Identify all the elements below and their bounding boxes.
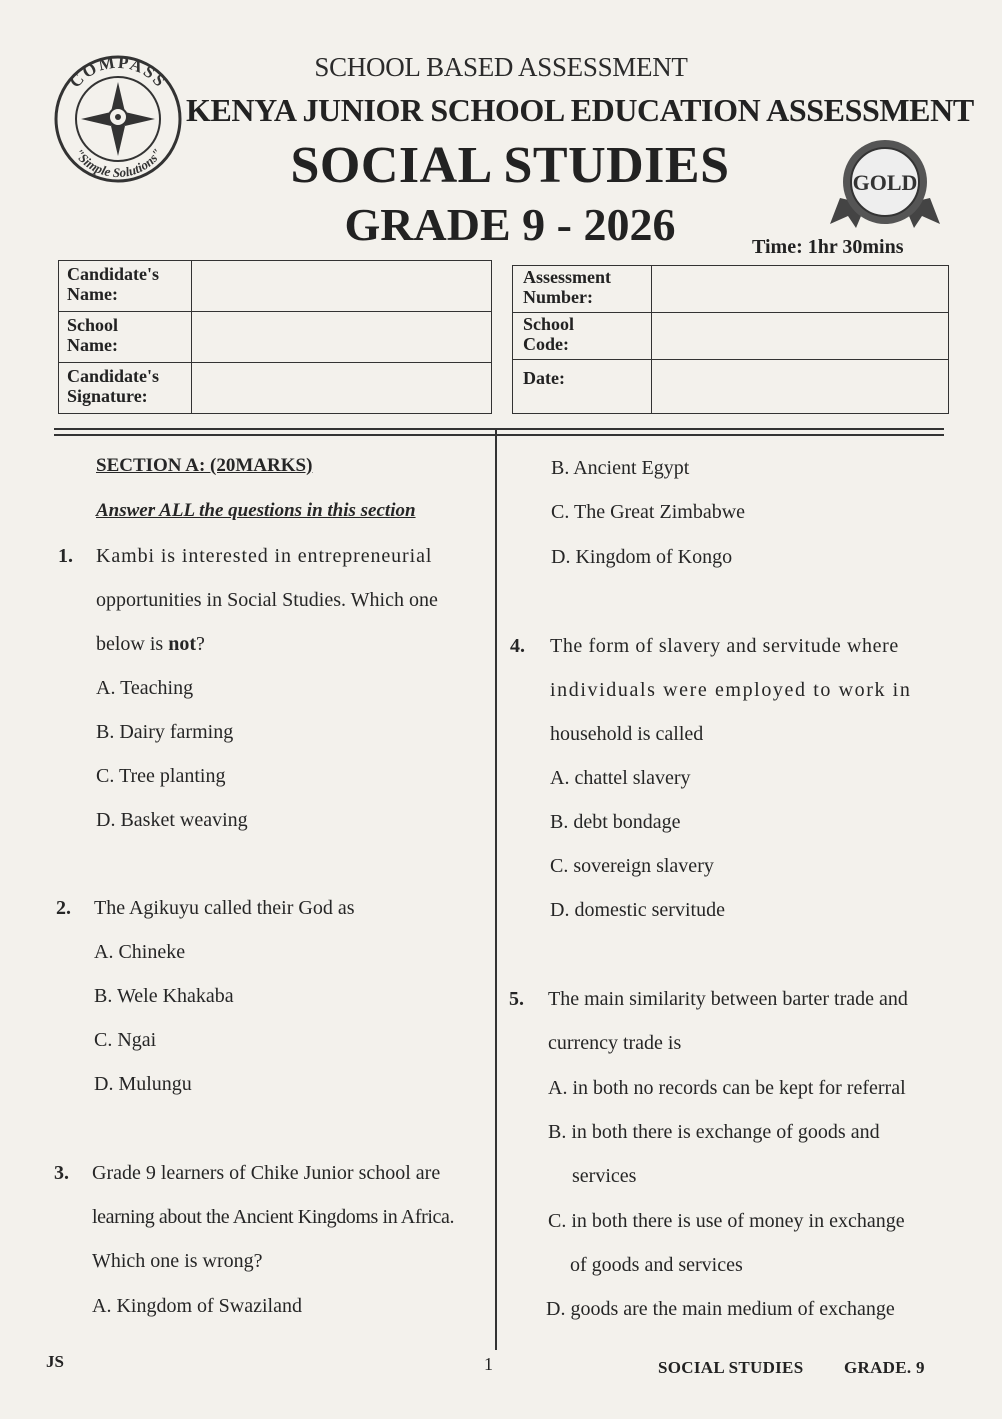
compass-logo (53, 54, 183, 184)
answer-option: B. Ancient Egypt (551, 457, 690, 479)
question-text: The form of slavery and servitude where (550, 635, 899, 657)
answer-option: D. Kingdom of Kongo (551, 546, 733, 568)
answer-option: C. Tree planting (96, 765, 226, 787)
assessment-type: SCHOOL BASED ASSESSMENT (314, 52, 688, 82)
question-text: household is called (550, 723, 704, 745)
column-divider (495, 430, 497, 1350)
answer-option: C. in both there is use of money in exchange (548, 1210, 905, 1232)
section-instruction: Answer ALL the questions in this section (96, 500, 416, 521)
logo-top-text: COMPASS (65, 54, 171, 92)
question-text: The Agikuyu called their God as (94, 897, 355, 919)
answer-option: C. sovereign slavery (550, 855, 714, 877)
question-number: 3. (54, 1162, 69, 1184)
badge-text: GOLD (852, 170, 918, 195)
answer-option: D. goods are the main medium of exchange (546, 1298, 895, 1320)
question-text: opportunities in Social Studies. Which one (96, 589, 438, 611)
candidate-name-label: Candidate's Name: (59, 261, 192, 312)
answer-option: A. Teaching (96, 677, 194, 699)
question-text: Grade 9 learners of Chike Junior school are (92, 1162, 441, 1184)
answer-option: B. in both there is exchange of goods and (548, 1121, 880, 1143)
answer-option: A. Kingdom of Swaziland (92, 1295, 302, 1317)
answer-option: of goods and services (570, 1254, 743, 1276)
answer-option: B. Dairy farming (96, 721, 234, 743)
date-field[interactable] (652, 360, 949, 414)
question-number: 2. (56, 897, 71, 919)
answer-option: C. The Great Zimbabwe (551, 501, 746, 523)
page-number: 1 (484, 1354, 493, 1374)
subject-title: SOCIAL STUDIES (290, 137, 730, 194)
candidate-signature-label: Candidate's Signature: (59, 363, 192, 414)
footer-grade: GRADE. 9 (844, 1358, 925, 1377)
date-label: Date: (513, 360, 652, 414)
exam-title: KENYA JUNIOR SCHOOL EDUCATION ASSESSMENT (186, 92, 974, 128)
answer-option: D. Mulungu (94, 1073, 192, 1095)
assessment-info-table (512, 265, 949, 414)
answer-option: B. Wele Khakaba (94, 985, 234, 1007)
candidate-name-field[interactable] (192, 261, 492, 312)
question-number: 5. (509, 988, 524, 1010)
assessment-number-field[interactable] (652, 266, 949, 313)
footer-subject: SOCIAL STUDIES (658, 1358, 804, 1377)
footer-code: JS (46, 1352, 64, 1371)
answer-option: services (572, 1165, 637, 1187)
school-code-field[interactable] (652, 313, 949, 360)
answer-option: D. Basket weaving (96, 809, 248, 831)
question-number: 1. (58, 545, 73, 567)
logo-bottom-text: "Simple Solutions" (71, 145, 165, 181)
question-text: individuals were employed to work in (550, 679, 912, 701)
time-allowed: Time: 1hr 30mins (752, 236, 904, 258)
answer-option: A. Chineke (94, 941, 186, 963)
answer-option: C. Ngai (94, 1029, 157, 1051)
section-title: SECTION A: (20MARKS) (96, 455, 313, 476)
question-text: currency trade is (548, 1032, 682, 1054)
question-text: Which one is wrong? (92, 1250, 263, 1272)
school-code-label: School Code: (513, 313, 652, 360)
divider-rule (54, 434, 944, 436)
answer-option: B. debt bondage (550, 811, 681, 833)
question-text: Kambi is interested in entrepreneurial (96, 545, 433, 567)
question-number: 4. (510, 635, 525, 657)
answer-option: D. domestic servitude (550, 899, 725, 921)
question-text: learning about the Ancient Kingdoms in Africa. (92, 1206, 455, 1228)
answer-option: A. in both no records can be kept for referral (548, 1077, 906, 1099)
school-name-field[interactable] (192, 312, 492, 363)
divider-rule (54, 428, 944, 430)
answer-option: A. chattel slavery (550, 767, 691, 789)
candidate-signature-field[interactable] (192, 363, 492, 414)
question-text: below is not? (96, 633, 205, 655)
assessment-number-label: Assessment Number: (513, 266, 652, 313)
grade-year: GRADE 9 - 2026 (344, 199, 676, 250)
gold-badge (826, 138, 944, 230)
candidate-info-table (58, 260, 492, 414)
school-name-label: School Name: (59, 312, 192, 363)
question-text: The main similarity between barter trade and (548, 988, 908, 1010)
